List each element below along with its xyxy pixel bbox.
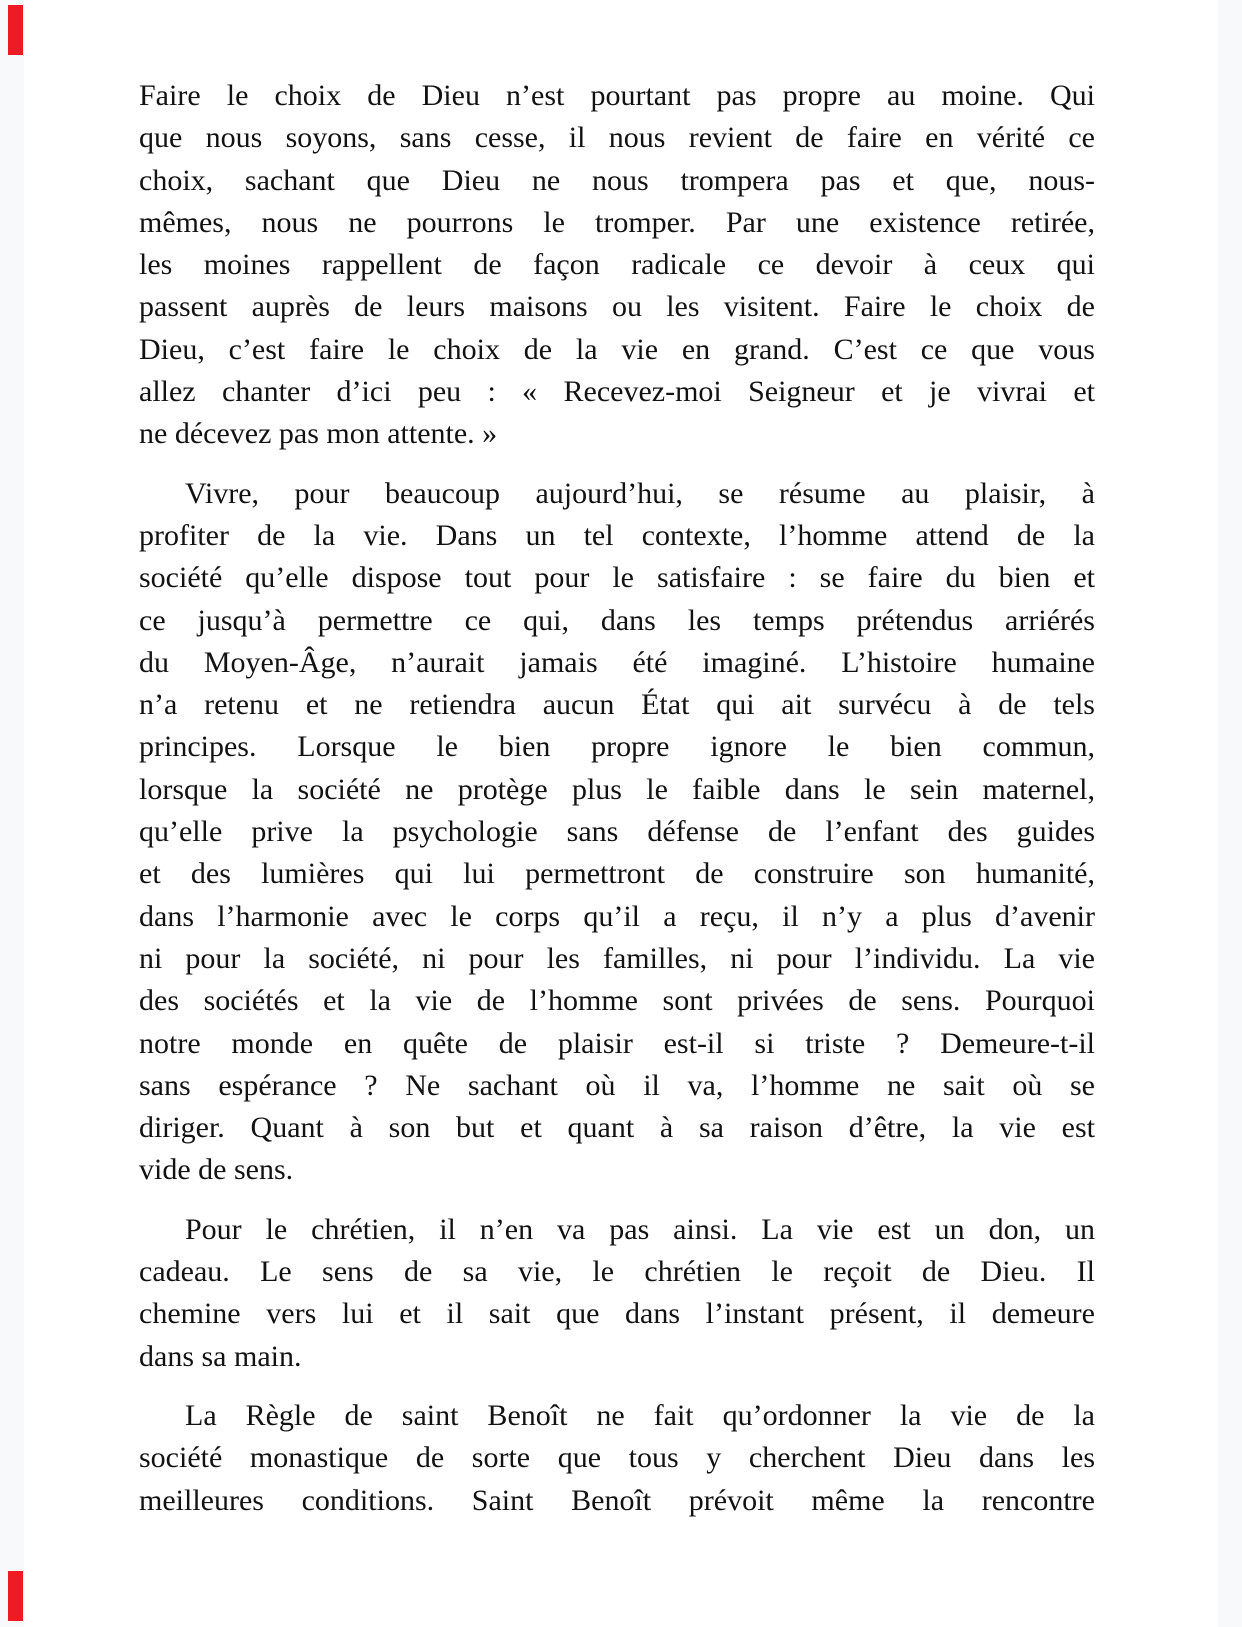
text-line: Pour le chrétien, il n’en va pas ainsi. La vie est un don, un xyxy=(185,1212,1095,1246)
text-line: passent auprès de leurs maisons ou les visitent. Faire le choix de xyxy=(139,290,1095,324)
text-line: mêmes, nous ne pourrons le tromper. Par une existence retirée, xyxy=(139,205,1095,239)
text-line: choix, sachant que Dieu ne nous trompera pas et que, nous- xyxy=(139,163,1095,197)
text-line: cadeau. Le sens de sa vie, le chrétien le reçoit de Dieu. Il xyxy=(139,1255,1095,1289)
text-line: que nous soyons, sans cesse, il nous revient de faire en vérité ce xyxy=(139,121,1095,155)
text-line: des sociétés et la vie de l’homme sont privées de sens. Pourquoi xyxy=(139,984,1095,1018)
text-line: meilleures conditions. Saint Benoît prévoit même la rencontre xyxy=(139,1483,1095,1517)
paragraph xyxy=(139,1395,1095,1522)
text-line: n’a retenu et ne retiendra aucun État qui ait survécu à de tels xyxy=(139,688,1095,722)
text-line: les moines rappellent de façon radicale ce devoir à ceux qui xyxy=(139,248,1095,282)
text-line: principes. Lorsque le bien propre ignore le bien commun, xyxy=(139,730,1095,764)
text-line: société qu’elle dispose tout pour le satisfaire : se faire du bien et xyxy=(139,561,1095,595)
text-line: La Règle de saint Benoît ne fait qu’ordonner la vie de la xyxy=(185,1398,1095,1432)
text-line: chemine vers lui et il sait que dans l’instant présent, il demeure xyxy=(139,1297,1095,1331)
paragraph xyxy=(139,1209,1095,1378)
text-line: Dieu, c’est faire le choix de la vie en grand. C’est ce que vous xyxy=(139,332,1095,366)
paragraph xyxy=(139,473,1095,1192)
text-line: du Moyen-Âge, n’aurait jamais été imaginé. L’histoire humaine xyxy=(139,645,1095,679)
text-line: vide de sens. xyxy=(139,1153,294,1187)
text-line: profiter de la vie. Dans un tel contexte, l’homme attend de la xyxy=(139,518,1095,552)
text-line: diriger. Quant à son but et quant à sa raison d’être, la vie est xyxy=(139,1111,1095,1145)
paragraph xyxy=(139,75,1095,456)
text-line: qu’elle prive la psychologie sans défense de l’enfant des guides xyxy=(139,815,1095,849)
text-line: allez chanter d’ici peu : « Recevez-moi Seigneur et je vivrai et xyxy=(139,375,1095,409)
page-sheet xyxy=(24,0,1218,1627)
text-line: société monastique de sorte que tous y cherchent Dieu dans les xyxy=(139,1441,1095,1475)
text-line: Vivre, pour beaucoup aujourd’hui, se résume au plaisir, à xyxy=(185,476,1095,510)
text-line: dans l’harmonie avec le corps qu’il a reçu, il n’y a plus d’avenir xyxy=(139,899,1095,933)
text-line: lorsque la société ne protège plus le faible dans le sein maternel, xyxy=(139,772,1095,806)
page-edge-marker-bottom xyxy=(8,1571,23,1621)
text-line: notre monde en quête de plaisir est-il si triste ? Demeure-t-il xyxy=(139,1026,1095,1060)
text-line: dans sa main. xyxy=(139,1339,302,1373)
text-line: et des lumières qui lui permettront de construire son humanité, xyxy=(139,857,1095,891)
text-line: Faire le choix de Dieu n’est pourtant pas propre au moine. Qui xyxy=(139,79,1095,112)
page-edge-marker-top xyxy=(8,5,23,55)
text-line: ce jusqu’à permettre ce qui, dans les temps prétendus arriérés xyxy=(139,603,1095,637)
text-line: sans espérance ? Ne sachant où il va, l’homme ne sait où se xyxy=(139,1068,1095,1102)
text-line: ne décevez pas mon attente. » xyxy=(139,417,498,451)
page-text-column xyxy=(139,75,1095,1522)
text-line: ni pour la société, ni pour les familles, ni pour l’individu. La vie xyxy=(139,941,1095,975)
